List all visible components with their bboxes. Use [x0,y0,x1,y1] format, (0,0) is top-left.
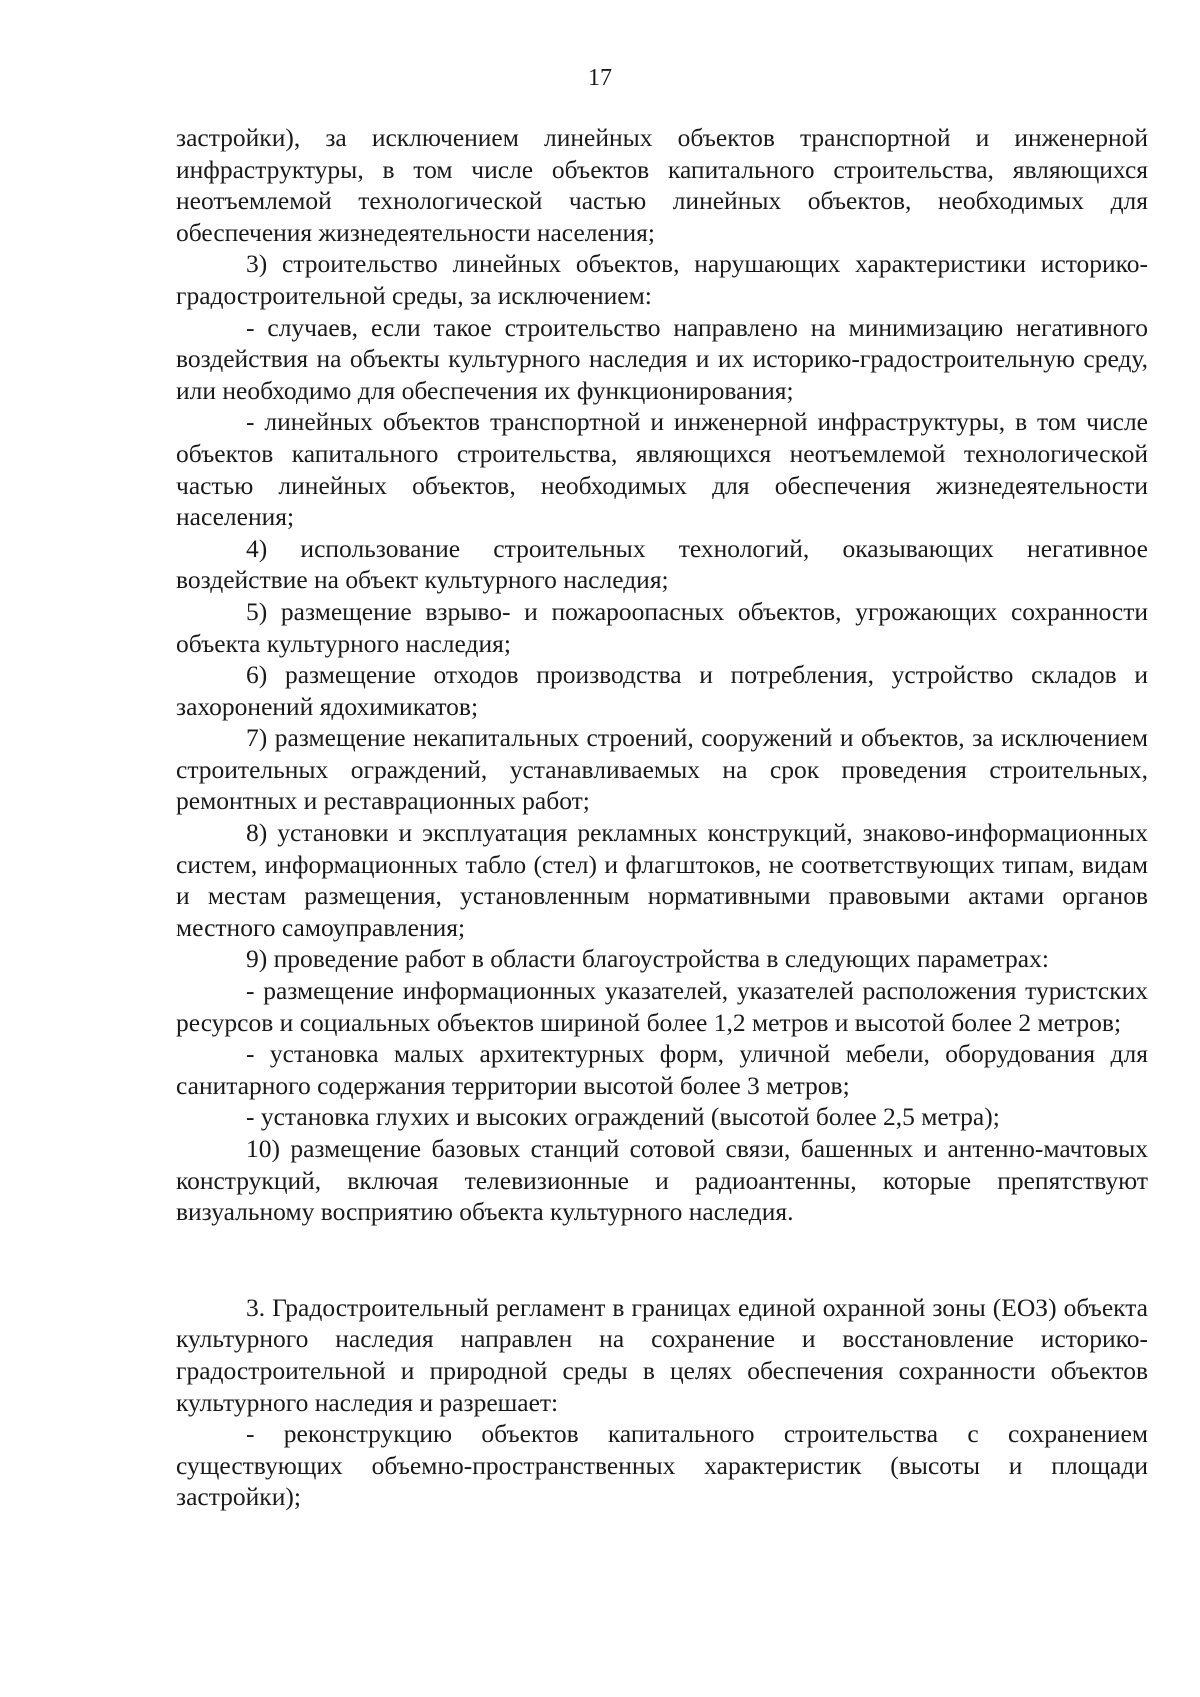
paragraph-item-6: 6) размещение отходов производства и потребления, устройство складов и захоронений ядохимикатов; [176,660,1148,721]
paragraph-section-3: 3. Градостроительный регламент в границах единой охранной зоны (ЕОЗ) объекта культурного наследия направлен на сохранение и восстановление историко-градостроительной и природной среды в целях обеспечения сохранности объектов культурного наследия и разрешает: [176,1292,1148,1417]
paragraph-item-7: 7) размещение некапитальных строений, сооружений и объектов, за исключением строительных ограждений, устанавливаемых на срок проведения строительных, ремонтных и реставрационных работ; [176,723,1148,816]
paragraph-item-9: 9) проведение работ в области благоустройства в следующих параметрах: [246,944,1049,974]
paragraph-subitem-cases: - случаев, если такое строительство направлено на минимизацию негативного воздействия на объекты культурного наследия и их историко-градостроительную среду, или необходимо для обеспечения их функционирования; [176,312,1148,405]
paragraph-item-4: 4) использование строительных технологий, оказывающих негативное воздействие на объект культурного наследия; [176,533,1148,595]
paragraph-item-5: 5) размещение взрыво- и пожароопасных объектов, угрожающих сохранности объекта культурного наследия; [176,596,1148,658]
page-number: 17 [588,65,612,91]
paragraph-subitem-small-forms: - установка малых архитектурных форм, уличной мебели, оборудования для санитарного содержания территории высотой более 3 метров; [176,1039,1148,1100]
paragraph-item-10: 10) размещение базовых станций сотовой связи, башенных и антенно-мачтовых конструкций, включая телевизионные и радиоантенны, которые препятствуют визуальному восприятию объекта культурного наследия. [176,1134,1148,1227]
paragraph-subitem-linear-objects: - линейных объектов транспортной и инженерной инфраструктуры, в том числе объектов капитального строительства, являющихся неотъемлемой технологической частью линейных объектов, необходимых для обеспечения жизнедеятельности населения; [176,407,1148,532]
paragraph-continuation: застройки), за исключением линейных объектов транспортной и инженерной инфраструктуры, в том числе объектов капитального строительства, являющихся неотъемлемой технологической частью линейных объектов, необходимых для обеспечения жизнедеятельности населения; [176,123,1148,247]
section-spacer [176,1228,1148,1292]
paragraph-subitem-fences: - установка глухих и высоких ограждений (высотой более 2,5 метра); [246,1102,1000,1132]
paragraph-subitem-reconstruction: - реконструкцию объектов капитального строительства с сохранением существующих объемно-пространственных характеристик (высоты и площади застройки); [176,1419,1148,1512]
document-body [176,122,1148,1513]
paragraph-item-3: 3) строительство линейных объектов, нарушающих характеристики историко-градостроительной среды, за исключением: [176,249,1148,310]
paragraph-item-8: 8) установки и эксплуатация рекламных конструкций, знаково-информационных систем, информационных табло (стел) и флагштоков, не соответствующих типам, видам и местам размещения, установленным нормативными правовыми актами органов местного самоуправления; [176,818,1148,942]
paragraph-subitem-signs: - размещение информационных указателей, указателей расположения туристских ресурсов и социальных объектов шириной более 1,2 метров и высотой более 2 метров; [176,976,1148,1037]
